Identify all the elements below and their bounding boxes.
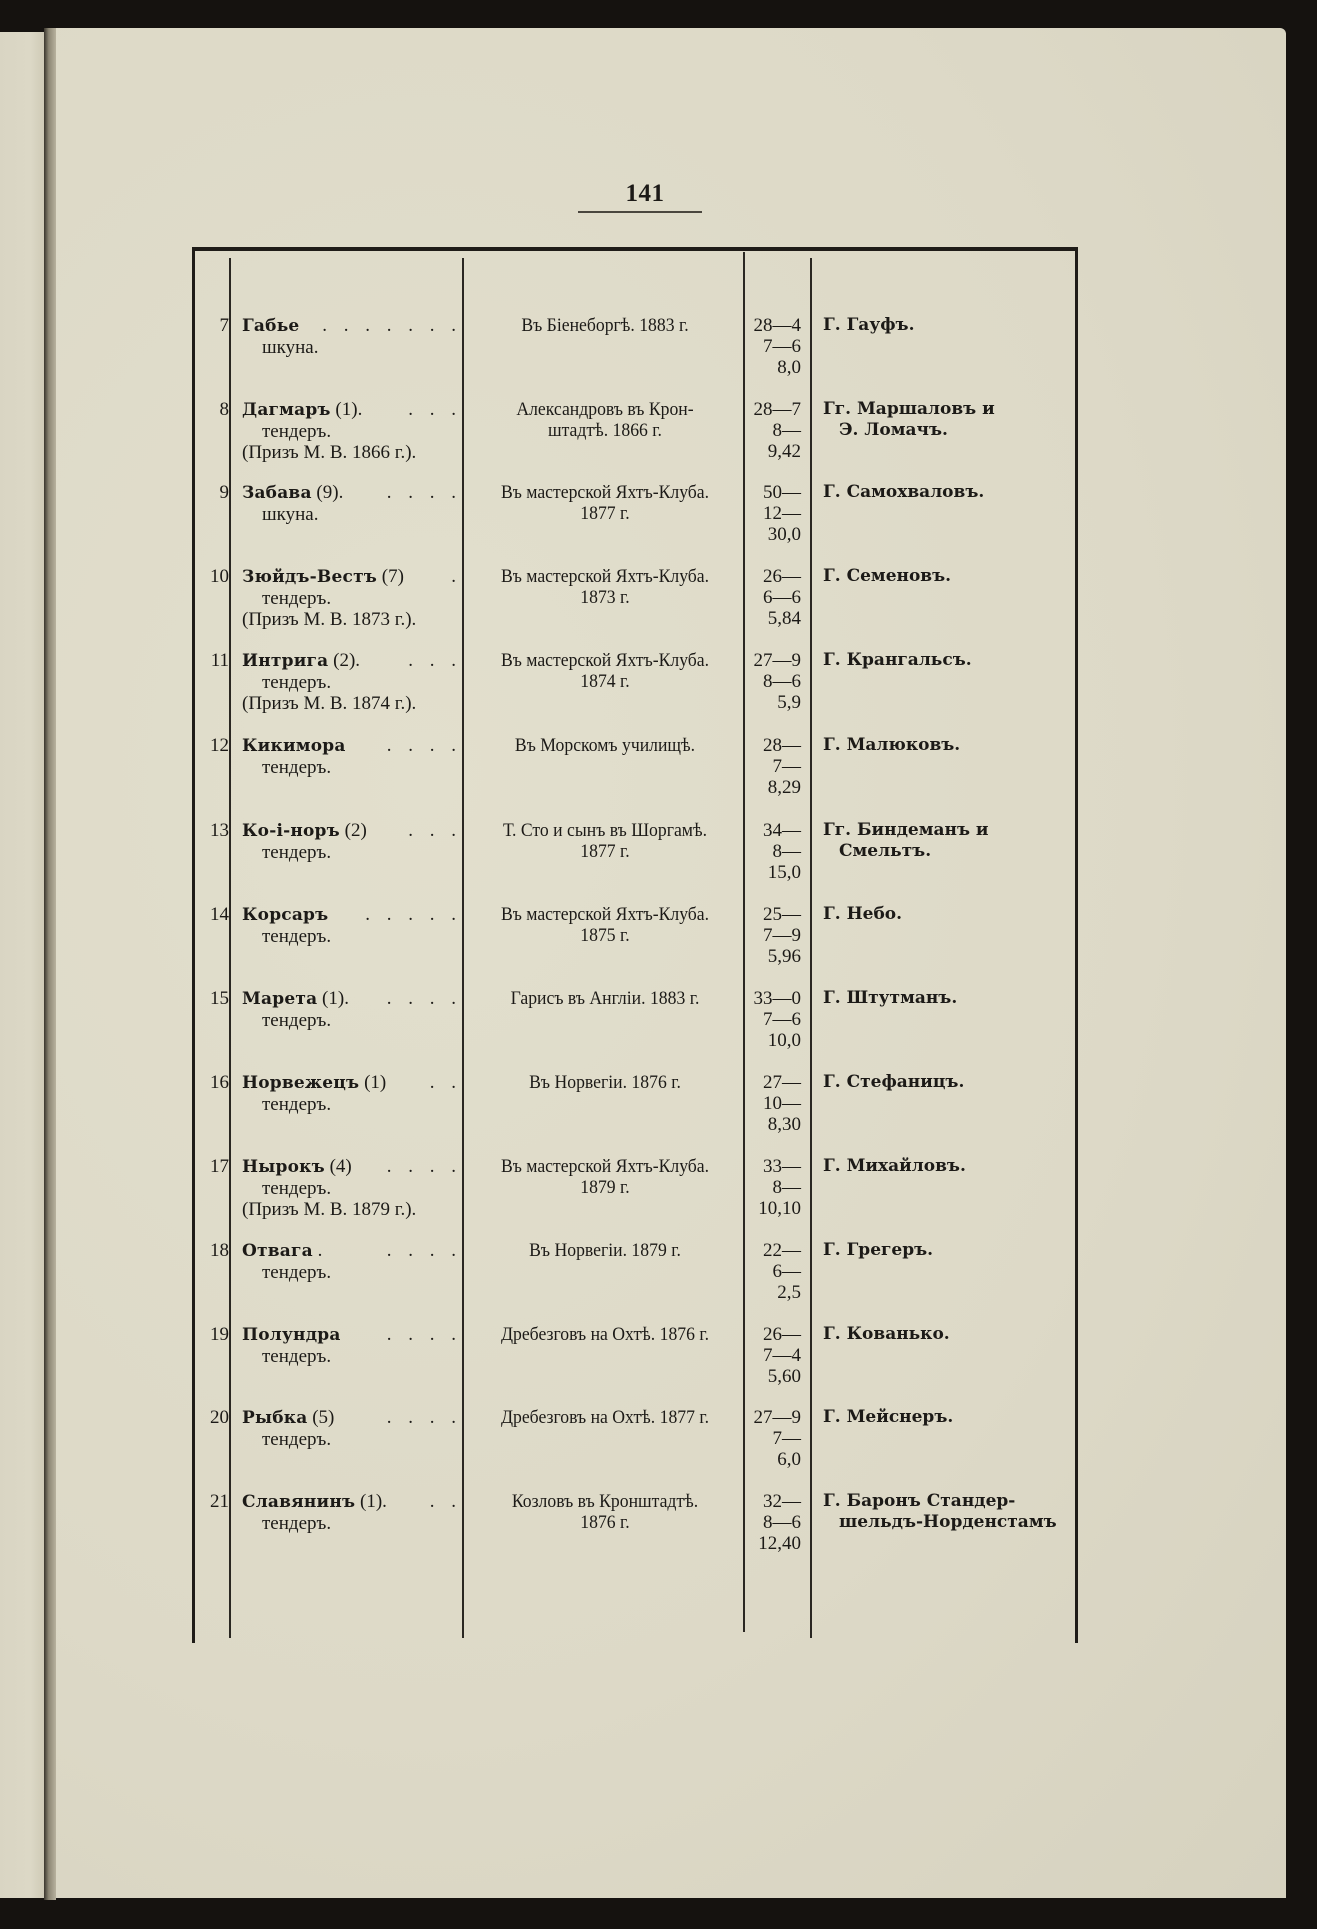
row-number: 18 — [210, 1240, 229, 1261]
dims-line: 7—6 — [763, 336, 801, 357]
yacht-name-cell — [242, 1324, 462, 1367]
dims-line: 28— — [763, 735, 801, 756]
dims-line: 12,40 — [758, 1533, 801, 1554]
table-row — [195, 1240, 1075, 1324]
yacht-name-cell — [242, 315, 462, 358]
yacht-name-cell — [242, 650, 462, 714]
builder-line: Дребезговъ на Охтѣ. 1877 г. — [500, 1407, 710, 1428]
dims-line: 25— — [763, 904, 801, 925]
table-row — [195, 988, 1075, 1072]
owner-line: шельдъ-Норденстамъ — [839, 1512, 1057, 1532]
vessel-type: тендеръ. — [262, 1010, 332, 1031]
dims-line: 5,60 — [767, 1366, 801, 1387]
yacht-name: Корсаръ — [242, 905, 329, 925]
dimensions-cell — [745, 1407, 801, 1470]
vessel-type: шкуна. — [262, 504, 319, 525]
dims-line: 7— — [772, 756, 801, 777]
yacht-name: Интрига — [242, 651, 329, 671]
yacht-name: Дагмаръ — [242, 400, 331, 420]
owner-cell — [823, 482, 1075, 503]
dims-line: 26— — [763, 1324, 801, 1345]
builder-line: Въ Морскомъ училищѣ. — [514, 735, 696, 756]
row-number: 10 — [210, 566, 229, 587]
table-row — [195, 735, 1075, 819]
vessel-type: шкуна. — [262, 337, 319, 358]
builder-cell — [477, 1407, 734, 1428]
owner-line: Г. Штутманъ. — [823, 988, 958, 1008]
builder-line: Въ Біенеборгѣ. 1883 г. — [521, 315, 689, 336]
owner-cell — [823, 650, 1075, 671]
dims-line: 27—9 — [753, 650, 801, 671]
leader-dots: . . . . — [386, 988, 462, 1009]
dimensions-cell — [745, 820, 801, 883]
table-row — [195, 1491, 1075, 1575]
dims-line: 50— — [763, 482, 801, 503]
leader-dots: . . . — [408, 820, 462, 841]
dimensions-cell — [745, 482, 801, 545]
builder-cell — [477, 482, 734, 524]
owner-cell — [823, 1491, 1075, 1533]
dims-line: 26— — [763, 566, 801, 587]
yacht-name: Габье — [242, 316, 300, 336]
vessel-type: тендеръ. — [262, 1094, 332, 1115]
dimensions-cell — [745, 315, 801, 378]
dims-line: 7—9 — [763, 925, 801, 946]
yacht-name-suffix: (2). — [328, 650, 361, 671]
dims-line: 32— — [763, 1491, 801, 1512]
owner-cell — [823, 399, 1075, 441]
vessel-type: тендеръ. — [262, 1513, 332, 1534]
owner-cell — [823, 1072, 1075, 1093]
yacht-name-cell — [242, 904, 462, 947]
builder-line: Въ мастерской Яхтъ-Клуба. — [500, 1156, 710, 1177]
dims-line: 6— — [772, 1261, 801, 1282]
yacht-name-suffix: (1). — [355, 1491, 387, 1512]
dimensions-cell — [745, 1072, 801, 1135]
table-row — [195, 399, 1075, 483]
builder-cell — [477, 315, 734, 336]
row-number: 9 — [219, 482, 229, 503]
dimensions-cell — [745, 904, 801, 967]
yacht-name: Славянинъ — [242, 1492, 356, 1512]
dims-line: 28—7 — [753, 399, 801, 420]
leader-dots: . . . — [408, 650, 462, 671]
owner-line: Г. Небо. — [823, 904, 903, 924]
row-number: 16 — [210, 1072, 229, 1093]
dims-line: 33— — [763, 1156, 801, 1177]
yacht-name-suffix: (1). — [317, 988, 349, 1009]
dimensions-cell — [745, 988, 801, 1051]
table-row — [195, 650, 1075, 734]
table-row — [195, 1072, 1075, 1156]
yacht-name: Нырокъ — [242, 1157, 325, 1177]
table-row — [195, 1156, 1075, 1240]
dims-line: 22— — [763, 1240, 801, 1261]
vessel-type: тендеръ. — [262, 672, 332, 693]
row-number: 14 — [210, 904, 229, 925]
owner-line: Г. Гауфъ. — [823, 315, 915, 335]
vessel-type: тендеръ. — [262, 588, 332, 609]
page-number: 141 — [625, 180, 665, 207]
table-row — [195, 566, 1075, 650]
leader-dots: . . — [429, 1491, 462, 1512]
yacht-name: Марета — [242, 989, 318, 1009]
builder-line: Въ мастерской Яхтъ-Клуба. — [500, 650, 710, 671]
dims-line: 15,0 — [767, 862, 801, 883]
builder-cell — [477, 820, 734, 862]
dims-line: 9,42 — [767, 441, 801, 462]
yacht-name: Полундра — [242, 1325, 341, 1345]
yacht-name-cell — [242, 820, 462, 863]
leader-dots: . . . . — [386, 1156, 462, 1177]
builder-cell — [477, 1491, 734, 1533]
row-number: 11 — [210, 650, 229, 671]
row-number: 7 — [219, 315, 229, 336]
yacht-name: Забава — [242, 483, 312, 503]
dimensions-cell — [745, 735, 801, 798]
builder-cell — [477, 735, 734, 756]
facing-page-edge — [0, 32, 44, 1898]
dims-line: 8,30 — [767, 1114, 801, 1135]
builder-line: Въ Норвегіи. 1879 г. — [529, 1240, 681, 1261]
owner-cell — [823, 1240, 1075, 1261]
table-row — [195, 1324, 1075, 1408]
owner-line: Г. Малюковъ. — [823, 735, 961, 755]
yacht-name-suffix: (9). — [311, 482, 344, 503]
leader-dots: . . . . — [386, 1407, 462, 1428]
owner-line: Э. Ломачъ. — [839, 420, 948, 440]
yacht-name: Рыбка — [242, 1408, 308, 1428]
owner-line: Г. Михайловъ. — [823, 1156, 966, 1176]
dims-line: 5,9 — [777, 692, 801, 713]
table-row — [195, 482, 1075, 566]
dims-line: 30,0 — [767, 524, 801, 545]
owner-cell — [823, 904, 1075, 925]
builder-cell — [477, 1240, 734, 1261]
builder-cell — [477, 566, 734, 608]
yacht-name: Зюйдъ-Вестъ — [242, 567, 378, 587]
yacht-name-cell — [242, 399, 462, 463]
leader-dots: . . . . — [386, 735, 462, 756]
row-number: 21 — [210, 1491, 229, 1512]
table-row — [195, 904, 1075, 988]
yacht-name-cell — [242, 566, 462, 630]
builder-cell — [477, 650, 734, 692]
builder-line: Въ Норвегіи. 1876 г. — [529, 1072, 681, 1093]
prize-note: (Призъ М. В. 1873 г.). — [242, 609, 417, 630]
builder-line: 1873 г. — [580, 587, 630, 608]
builder-line: Т. Сто и сынъ въ Шоргамѣ. — [502, 820, 707, 841]
owner-line: Г. Самохваловъ. — [823, 482, 985, 502]
owner-line: Г. Мейснеръ. — [823, 1407, 954, 1427]
yacht-name-suffix: . — [312, 1240, 323, 1261]
vessel-type: тендеръ. — [262, 757, 332, 778]
leader-dots: . . . . — [386, 1324, 462, 1345]
vessel-type: тендеръ. — [262, 926, 332, 947]
owner-line: Гг. Маршаловъ и — [823, 399, 995, 419]
leader-dots: . . . . . — [365, 904, 462, 925]
yacht-name: Ко-і-норъ — [242, 821, 340, 841]
leader-dots: . . . . — [386, 482, 462, 503]
dims-line: 7—4 — [763, 1345, 801, 1366]
row-number: 19 — [210, 1324, 229, 1345]
table-row — [195, 1407, 1075, 1491]
dims-line: 27— — [763, 1072, 801, 1093]
dims-line: 7— — [772, 1428, 801, 1449]
dims-line: 10,0 — [767, 1030, 801, 1051]
leader-dots: . — [451, 566, 462, 587]
dimensions-cell — [745, 1240, 801, 1303]
row-number: 15 — [210, 988, 229, 1009]
vessel-type: тендеръ. — [262, 421, 332, 442]
dims-line: 8—6 — [763, 1512, 801, 1533]
leader-dots: . . . . . . . — [322, 315, 462, 336]
builder-cell — [477, 904, 734, 946]
yacht-name-suffix: (5) — [307, 1407, 335, 1428]
row-number: 17 — [210, 1156, 229, 1177]
dims-line: 10,10 — [758, 1198, 801, 1219]
prize-note: (Призъ М. В. 1866 г.). — [242, 442, 417, 463]
builder-cell — [477, 399, 734, 441]
builder-line: 1874 г. — [580, 671, 630, 692]
yacht-name-suffix: (1). — [330, 399, 363, 420]
dims-line: 33—0 — [753, 988, 801, 1009]
dims-line: 8,29 — [767, 777, 801, 798]
prize-note: (Призъ М. В. 1879 г.). — [242, 1199, 417, 1220]
builder-line: Въ мастерской Яхтъ-Клуба. — [500, 904, 710, 925]
owner-line: Г. Баронъ Стандер- — [823, 1491, 1016, 1511]
builder-cell — [477, 1156, 734, 1198]
builder-cell — [477, 1324, 734, 1345]
yacht-name-cell — [242, 1491, 462, 1534]
dimensions-cell — [745, 1156, 801, 1219]
builder-line: Козловъ въ Кронштадтѣ. — [511, 1491, 699, 1512]
yacht-name-suffix: (2) — [339, 820, 367, 841]
yacht-name-cell — [242, 1156, 462, 1220]
page-number-underline — [578, 211, 702, 213]
row-number: 8 — [219, 399, 229, 420]
owner-cell — [823, 988, 1075, 1009]
dims-line: 7—6 — [763, 1009, 801, 1030]
owner-cell — [823, 735, 1075, 756]
builder-line: Александровъ въ Крон- — [516, 399, 694, 420]
owner-line: Смельтъ. — [839, 841, 932, 861]
table-row — [195, 820, 1075, 904]
owner-cell — [823, 1156, 1075, 1177]
yacht-name-suffix: (7) — [377, 566, 404, 587]
leader-dots: . . . — [408, 399, 462, 420]
builder-line: 1879 г. — [580, 1177, 630, 1198]
table-row — [195, 315, 1075, 399]
yacht-name-cell — [242, 988, 462, 1031]
owner-cell — [823, 1324, 1075, 1345]
dims-line: 28—4 — [753, 315, 801, 336]
vessel-type: тендеръ. — [262, 1178, 332, 1199]
dimensions-cell — [745, 1491, 801, 1554]
dims-line: 8— — [772, 420, 801, 441]
leader-dots: . . . . — [386, 1240, 462, 1261]
dims-line: 10— — [763, 1093, 801, 1114]
vessel-type: тендеръ. — [262, 1429, 332, 1450]
builder-line: Въ мастерской Яхтъ-Клуба. — [500, 482, 710, 503]
builder-cell — [477, 1072, 734, 1093]
owner-cell — [823, 566, 1075, 587]
dims-line: 5,96 — [767, 946, 801, 967]
yacht-name: Отвага — [242, 1241, 313, 1261]
owner-line: Г. Семеновъ. — [823, 566, 952, 586]
dims-line: 8—6 — [763, 671, 801, 692]
leader-dots: . . — [429, 1072, 462, 1093]
dims-line: 12— — [763, 503, 801, 524]
dims-line: 8— — [772, 1177, 801, 1198]
row-number: 20 — [210, 1407, 229, 1428]
dims-line: 6,0 — [777, 1449, 801, 1470]
dimensions-cell — [745, 399, 801, 462]
vessel-type: тендеръ. — [262, 1262, 332, 1283]
dims-line: 8,0 — [777, 357, 801, 378]
builder-line: 1877 г. — [580, 841, 630, 862]
dims-line: 2,5 — [777, 1282, 801, 1303]
vessel-type: тендеръ. — [262, 842, 332, 863]
dimensions-cell — [745, 566, 801, 629]
yacht-name-cell — [242, 1072, 462, 1115]
yacht-name-suffix: (1) — [359, 1072, 387, 1093]
prize-note: (Призъ М. В. 1874 г.). — [242, 693, 417, 714]
book-spine — [44, 28, 56, 1900]
builder-line: 1875 г. — [580, 925, 630, 946]
dimensions-cell — [745, 650, 801, 713]
vessel-type: тендеръ. — [262, 1346, 332, 1367]
yacht-name: Кикимора — [242, 736, 346, 756]
yacht-name-cell — [242, 1407, 462, 1450]
row-number: 12 — [210, 735, 229, 756]
row-number: 13 — [210, 820, 229, 841]
owner-line: Г. Крангальсъ. — [823, 650, 972, 670]
owner-line: Г. Ковaнько. — [823, 1324, 950, 1344]
builder-line: 1876 г. — [580, 1512, 630, 1533]
builder-line: Въ мастерской Яхтъ-Клуба. — [500, 566, 710, 587]
builder-line: 1877 г. — [580, 503, 630, 524]
yacht-name-suffix: (4) — [324, 1156, 352, 1177]
owner-cell — [823, 315, 1075, 336]
owner-cell — [823, 1407, 1075, 1428]
builder-cell — [477, 988, 734, 1009]
owner-cell — [823, 820, 1075, 862]
dimensions-cell — [745, 1324, 801, 1387]
dims-line: 8— — [772, 841, 801, 862]
yacht-name-cell — [242, 735, 462, 778]
dims-line: 5,84 — [767, 608, 801, 629]
dims-line: 6—6 — [763, 587, 801, 608]
dims-line: 27—9 — [753, 1407, 801, 1428]
builder-line: Дребезговъ на Охтѣ. 1876 г. — [500, 1324, 710, 1345]
dims-line: 34— — [763, 820, 801, 841]
owner-line: Гг. Биндеманъ и — [823, 820, 989, 840]
owner-line: Г. Грегеръ. — [823, 1240, 934, 1260]
yacht-name: Норвежецъ — [242, 1073, 360, 1093]
builder-line: Гарисъ въ Англіи. 1883 г. — [510, 988, 700, 1009]
yacht-name-cell — [242, 1240, 462, 1283]
yacht-name-cell — [242, 482, 462, 525]
owner-line: Г. Стефаницъ. — [823, 1072, 965, 1092]
builder-line: штадтѣ. 1866 г. — [548, 420, 662, 441]
